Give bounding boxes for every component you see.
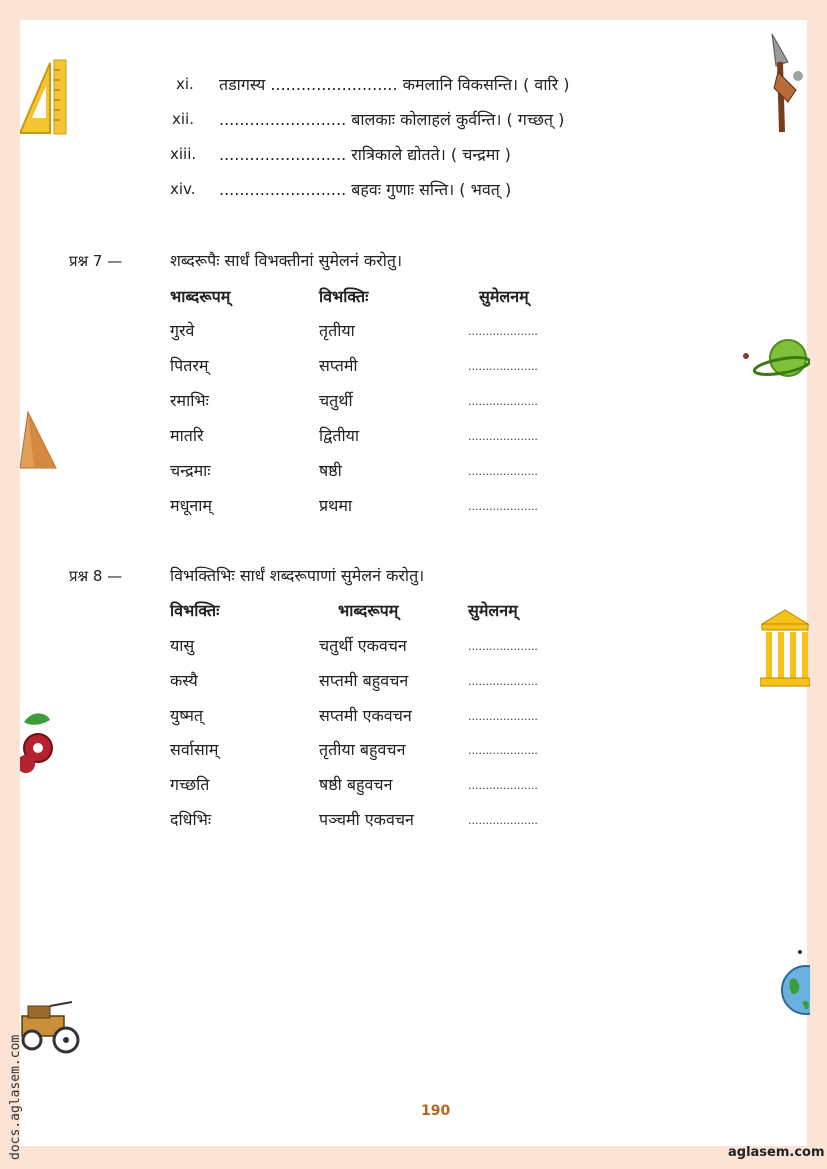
question-instruction: विभक्तिभिः सार्धं शब्दरूपाणां सुमेलनं करोतु।: [170, 566, 425, 585]
table-cell: मधूनाम्: [170, 496, 213, 515]
exercise-sentence: ......................... बालकाः कोलाहलं कुर्वन्ति। ( गच्छत् ): [219, 110, 565, 129]
column-header: विभक्तिः: [170, 601, 220, 620]
column-header: विभक्तिः: [319, 287, 369, 306]
item-number: xiv.: [170, 180, 196, 198]
column-header: भाब्दरूपम्: [338, 601, 399, 620]
question-label: प्रश्न 7 —: [69, 252, 123, 270]
brand-footer: aglasem.com: [728, 1145, 825, 1160]
table-cell: पितरम्: [170, 356, 209, 375]
table-cell: गुरवे: [170, 321, 195, 340]
fruit-cherry-icon: [20, 706, 58, 776]
table-cell: चतुर्थी एकवचन: [319, 636, 407, 655]
answer-blank: ....................: [468, 395, 538, 408]
table-cell: कस्यै: [170, 671, 198, 690]
ruler-set-square-icon: [20, 58, 68, 136]
answer-blank: ....................: [468, 360, 538, 373]
answer-blank: ....................: [468, 744, 538, 757]
exercise-sentence: ......................... बहवः गुणाः सन्ति। ( भवत् ): [219, 180, 512, 199]
table-cell: गच्छति: [170, 775, 210, 794]
item-number: xiii.: [170, 145, 197, 163]
table-cell: रमाभिः: [170, 391, 209, 410]
answer-blank: ....................: [468, 675, 538, 688]
item-number: xi.: [176, 75, 194, 93]
column-header: भाब्दरूपम्: [170, 287, 231, 306]
table-cell: मातरि: [170, 426, 204, 445]
table-cell: चतुर्थी: [319, 391, 353, 410]
table-cell: षष्ठी बहुवचन: [319, 775, 393, 794]
table-cell: प्रथमा: [319, 496, 353, 515]
pyramid-icon: [20, 410, 58, 470]
planet-saturn-icon: [740, 336, 810, 382]
exercise-sentence: तडागस्य ......................... कमलानि विकसन्ति। ( वारि ): [219, 75, 570, 94]
page-number: 190: [421, 1103, 451, 1119]
answer-blank: ....................: [468, 814, 538, 827]
answer-blank: ....................: [468, 640, 538, 653]
table-cell: तृतीया: [319, 321, 355, 340]
table-cell: चन्द्रमाः: [170, 461, 211, 480]
answer-blank: ....................: [468, 500, 538, 513]
column-header: सुमेलनम्: [468, 601, 518, 620]
table-cell: युष्मत्: [170, 706, 204, 725]
table-cell: सप्तमी बहुवचन: [319, 671, 409, 690]
table-cell: षष्ठी: [319, 461, 342, 480]
question-label: प्रश्न 8 —: [69, 567, 123, 585]
question-instruction: शब्दरूपैः सार्धं विभक्तीनां सुमेलनं करोतु।: [170, 251, 403, 270]
table-cell: सप्तमी: [319, 356, 358, 375]
table-cell: सर्वासाम्: [170, 740, 219, 759]
table-cell: सप्तमी एकवचन: [319, 706, 412, 725]
exercise-sentence: ......................... रात्रिकाले द्योतते। ( चन्द्रमा ): [219, 145, 511, 164]
answer-blank: ....................: [468, 779, 538, 792]
globe-earth-icon: [776, 946, 810, 1020]
vintage-car-icon: [20, 1000, 84, 1056]
table-cell: तृतीया बहुवचन: [319, 740, 406, 759]
answer-blank: ....................: [468, 430, 538, 443]
table-cell: दधिभिः: [170, 810, 212, 829]
stone-age-spear-icon: [766, 32, 810, 136]
table-cell: द्वितीया: [319, 426, 360, 445]
answer-blank: ....................: [468, 465, 538, 478]
answer-blank: ....................: [468, 710, 538, 723]
table-cell: यासु: [170, 636, 195, 655]
answer-blank: ....................: [468, 325, 538, 338]
table-cell: पञ्चमी एकवचन: [319, 810, 414, 829]
item-number: xii.: [172, 110, 194, 128]
greek-temple-icon: [760, 608, 810, 688]
side-url-watermark: docs.aglasem.com: [8, 1034, 23, 1160]
column-header: सुमेलनम्: [479, 287, 529, 306]
